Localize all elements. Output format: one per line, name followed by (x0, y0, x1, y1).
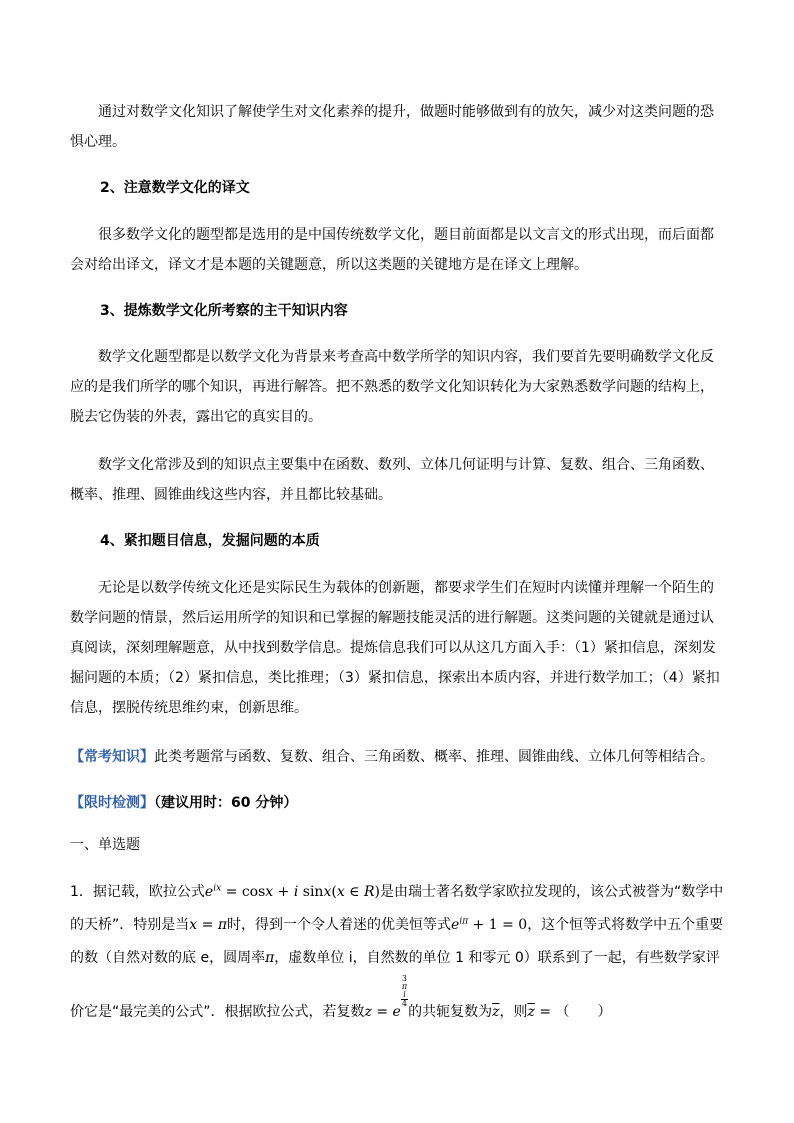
heading-2: 2、注意数学文化的译文 (100, 180, 250, 196)
x-equals-pi: x = π (189, 917, 228, 933)
pi-symbol: π (265, 950, 275, 966)
paragraph-2: 很多数学文化的题型都是选用的是中国传统数学文化，题目前面都是以文言文的形式出现，而后面都会对给出译文，译文才是本题的关键题意，所以这类题的关键地方是在译文上理解。 (70, 227, 714, 273)
question-number: 1． (70, 884, 93, 900)
section-single-choice: 一、单选题 (70, 837, 140, 853)
heading-3: 3、提炼数学文化所考察的主干知识内容 (100, 303, 348, 319)
paragraph-3b: 数学文化常涉及到的知识点主要集中在函数、数列、立体几何证明与计算、复数、组合、三角函数、概率、推理、圆锥曲线这些内容，并且都比较基础。 (70, 457, 714, 503)
paragraph-intro: 通过对数学文化知识了解使学生对文化素养的提升，做题时能够做到有的放矢，减少对这类问题的恐惧心理。 (70, 104, 714, 150)
question-1: 1．据记载，欧拉公式$e^{ix} = \cos x + i$ sinx(x ∈ R)是由瑞士著名数学家欧拉发现的，该公式被誉为“数学中的天桥”．特别是当x = π时，得到一个令人着迷的优美恒等式$e^{i\pi} + 1 = 0$，这个恒等式将数学中五个重要的数（自然对数的底 e，圆周率π，虚数单位 i，自然数的单位 1 和零元 0）联系到了一起，有些数学家评价它是“最完美的公式”．根据欧拉公式，若复数z = e 3 π i 4 的共轭复数为$\overline{z}$，则$\overline{z}$ = （ ） (70, 883, 724, 1020)
common-knowledge (70, 742, 724, 772)
timed-test (70, 788, 724, 818)
euler-identity: $e^{i\pi} + 1 = 0$ (451, 916, 528, 933)
z-conjugate: $\overline{z}$ (492, 1004, 500, 1020)
common-knowledge-text: 此类考题常与函数、复数、组合、三角函数、概率、推理、圆锥曲线、立体几何等相结合。 (154, 749, 714, 765)
common-knowledge-tag: 【常考知识】 (70, 749, 154, 765)
heading-4: 4、紧扣题目信息，发掘问题的本质 (100, 533, 320, 549)
z-conjugate-equals: $\overline{z}$ = (527, 1004, 556, 1020)
paragraph-3a: 数学文化题型都是以数学文化为背景来考查高中数学所学的知识内容，我们要首先要明确数学文化反应的是我们所学的哪个知识，再进行解答。把不熟悉的数学文化知识转化为大家熟悉数学问题的结构上，脱去它伪装的外表，露出它的真实目的。 (70, 349, 714, 425)
timed-test-time-hint: （建议用时：60 分钟） (154, 795, 298, 811)
timed-test-tag: 【限时检测】 (70, 795, 154, 811)
euler-formula: $e^{ix} = \cos x + i$ sinx(x ∈ R) (204, 883, 381, 900)
paragraph-4: 无论是以数学传统文化还是实际民生为载体的创新题，都要求学生们在短时内读懂并理解一个陌生的数学问题的情景，然后运用所学的知识和已掌握的解题技能灵活的进行解题。这类问题的关键就是通过认真阅读，深刻理解题意，从中找到数学信息。提炼信息我们可以从这几方面入手：（1）紧扣信息，深刻发掘问题的本质；（2）紧扣信息，类比推理；（3）紧扣信息，探索出本质内容，并进行数学加工；（4）紧扣信息，摆脱传统思维约束，创新思维。 (70, 580, 720, 716)
complex-z-definition: z = e 3 π i 4 (364, 974, 408, 1020)
